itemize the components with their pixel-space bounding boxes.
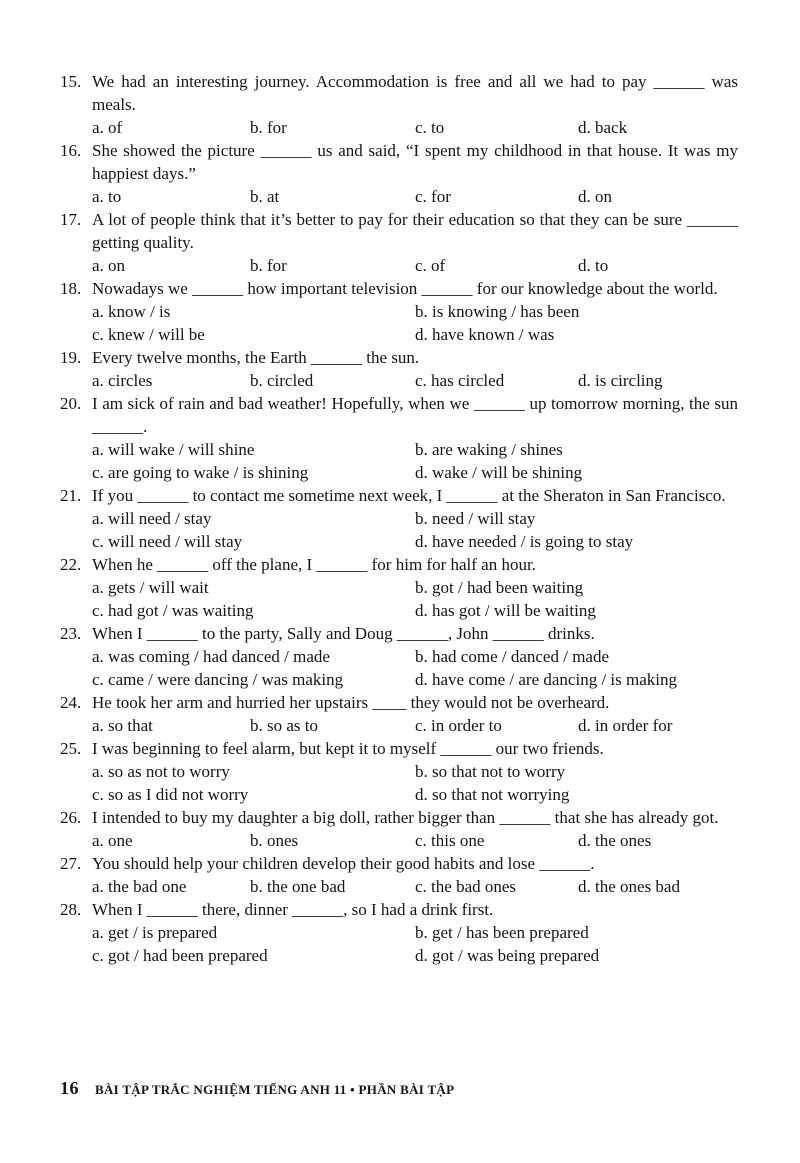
answer-option: b. circled <box>250 371 314 390</box>
answer-option: a. so as not to worry <box>92 762 230 781</box>
answer-option: c. this one <box>415 831 485 850</box>
question-text: Every twelve months, the Earth ______ the sun. <box>92 348 420 367</box>
page-footer <box>60 1077 454 1101</box>
question-text: If you ______ to contact me sometime next week, I ______ at the Sheraton in San Francisco. <box>92 486 726 505</box>
answer-option: d. back <box>578 118 628 137</box>
question-item <box>60 484 738 553</box>
answer-option: d. got / was being prepared <box>415 946 600 965</box>
answer-option: c. the bad ones <box>415 877 517 896</box>
question-body <box>92 553 738 622</box>
answer-option: c. in order to <box>415 716 502 735</box>
question-body <box>92 852 738 898</box>
question-body <box>92 806 738 852</box>
options-grid <box>92 921 738 967</box>
question-item <box>60 208 738 277</box>
answer-option: c. to <box>415 118 445 137</box>
answer-option: c. will need / will stay <box>92 532 243 551</box>
options-grid <box>92 116 738 139</box>
options-grid <box>92 369 738 392</box>
question-text: He took her arm and hurried her upstairs ____ they would not be overheard. <box>92 693 610 712</box>
answer-option: c. so as I did not worry <box>92 785 249 804</box>
question-number: 19. <box>60 348 82 367</box>
question-item <box>60 622 738 691</box>
question-text: We had an interesting journey. Accommodation is free and all we had to pay ______ was meals. <box>92 72 738 114</box>
answer-option: c. of <box>415 256 446 275</box>
answer-option: d. wake / will be shining <box>415 463 583 482</box>
answer-option: a. one <box>92 831 133 850</box>
question-item <box>60 852 738 898</box>
footer-title: BÀI TẬP TRẮC NGHIỆM TIẾNG ANH 11 • PHẦN BÀI TẬP <box>95 1082 455 1097</box>
answer-option: b. get / has been prepared <box>415 923 589 942</box>
question-text: I am sick of rain and bad weather! Hopefully, when we ______ up tomorrow morning, the sun ______. <box>92 394 738 436</box>
options-grid <box>92 300 738 346</box>
question-body <box>92 139 738 208</box>
answer-option: b. for <box>250 118 287 137</box>
answer-option: d. have needed / is going to stay <box>415 532 634 551</box>
question-body <box>92 346 738 392</box>
question-number: 23. <box>60 624 82 643</box>
question-number: 27. <box>60 854 82 873</box>
answer-option: a. on <box>92 256 126 275</box>
answer-option: b. so as to <box>250 716 318 735</box>
question-number: 18. <box>60 279 82 298</box>
answer-option: d. is circling <box>578 371 663 390</box>
question-body <box>92 70 738 139</box>
options-grid <box>92 645 738 691</box>
answer-option: b. are waking / shines <box>415 440 563 459</box>
answer-option: a. will wake / will shine <box>92 440 255 459</box>
answer-option: d. have known / was <box>415 325 555 344</box>
answer-option: c. got / had been prepared <box>92 946 268 965</box>
answer-option: c. came / were dancing / was making <box>92 670 344 689</box>
question-item <box>60 691 738 737</box>
question-body <box>92 208 738 277</box>
question-item <box>60 806 738 852</box>
question-number: 28. <box>60 900 82 919</box>
question-text: I was beginning to feel alarm, but kept it to myself ______ our two friends. <box>92 739 604 758</box>
answer-option: b. is knowing / has been <box>415 302 580 321</box>
question-number: 26. <box>60 808 82 827</box>
answer-option: a. gets / will wait <box>92 578 209 597</box>
options-grid <box>92 438 738 484</box>
answer-option: d. the ones <box>578 831 652 850</box>
options-grid <box>92 507 738 553</box>
page-number: 16 <box>60 1078 79 1098</box>
answer-option: b. so that not to worry <box>415 762 566 781</box>
question-number: 15. <box>60 72 82 91</box>
answer-option: b. had come / danced / made <box>415 647 610 666</box>
question-item <box>60 737 738 806</box>
options-grid <box>92 714 738 737</box>
answer-option: a. of <box>92 118 123 137</box>
question-body <box>92 737 738 806</box>
question-number: 25. <box>60 739 82 758</box>
answer-option: b. got / had been waiting <box>415 578 584 597</box>
question-item <box>60 898 738 967</box>
answer-option: a. to <box>92 187 122 206</box>
question-text: She showed the picture ______ us and said, “I spent my childhood in that house. It was my happiest days.” <box>92 141 738 183</box>
question-item <box>60 70 738 139</box>
question-item <box>60 346 738 392</box>
answer-option: c. knew / will be <box>92 325 205 344</box>
question-text: A lot of people think that it’s better to pay for their education so that they can be sure ______ getting quality. <box>92 210 738 252</box>
question-number: 16. <box>60 141 82 160</box>
answer-option: d. to <box>578 256 609 275</box>
answer-option: c. has circled <box>415 371 505 390</box>
question-body <box>92 691 738 737</box>
options-grid <box>92 875 738 898</box>
answer-option: b. for <box>250 256 287 275</box>
question-text: When I ______ there, dinner ______, so I had a drink first. <box>92 900 494 919</box>
question-number: 22. <box>60 555 82 574</box>
answer-option: c. for <box>415 187 451 206</box>
answer-option: d. has got / will be waiting <box>415 601 596 620</box>
answer-option: d. the ones bad <box>578 877 680 896</box>
answer-option: d. so that not worrying <box>415 785 570 804</box>
question-text: Nowadays we ______ how important television ______ for our knowledge about the world. <box>92 279 718 298</box>
answer-option: a. will need / stay <box>92 509 212 528</box>
answer-option: a. circles <box>92 371 153 390</box>
question-number: 17. <box>60 210 82 229</box>
question-text: I intended to buy my daughter a big doll, rather bigger than ______ that she has already got. <box>92 808 719 827</box>
question-number: 21. <box>60 486 82 505</box>
answer-option: a. the bad one <box>92 877 187 896</box>
answer-option: b. the one bad <box>250 877 346 896</box>
answer-option: d. have come / are dancing / is making <box>415 670 677 689</box>
question-body <box>92 484 738 553</box>
question-text: When I ______ to the party, Sally and Doug ______, John ______ drinks. <box>92 624 595 643</box>
answer-option: b. ones <box>250 831 299 850</box>
answer-option: d. in order for <box>578 716 673 735</box>
answer-option: c. are going to wake / is shining <box>92 463 309 482</box>
question-item <box>60 553 738 622</box>
options-grid <box>92 760 738 806</box>
question-body <box>92 622 738 691</box>
options-grid <box>92 829 738 852</box>
options-grid <box>92 185 738 208</box>
options-grid <box>92 254 738 277</box>
question-number: 24. <box>60 693 82 712</box>
question-list <box>60 70 738 967</box>
answer-option: c. had got / was waiting <box>92 601 254 620</box>
answer-option: a. get / is prepared <box>92 923 218 942</box>
answer-option: a. was coming / had danced / made <box>92 647 330 666</box>
answer-option: a. so that <box>92 716 153 735</box>
answer-option: b. need / will stay <box>415 509 536 528</box>
answer-option: b. at <box>250 187 280 206</box>
question-body <box>92 898 738 967</box>
question-body <box>92 392 738 484</box>
question-number: 20. <box>60 394 82 413</box>
answer-option: a. know / is <box>92 302 171 321</box>
question-text: You should help your children develop their good habits and lose ______. <box>92 854 595 873</box>
question-item <box>60 392 738 484</box>
question-text: When he ______ off the plane, I ______ for him for half an hour. <box>92 555 536 574</box>
answer-option: d. on <box>578 187 612 206</box>
question-item <box>60 139 738 208</box>
question-item <box>60 277 738 346</box>
question-body <box>92 277 738 346</box>
options-grid <box>92 576 738 622</box>
